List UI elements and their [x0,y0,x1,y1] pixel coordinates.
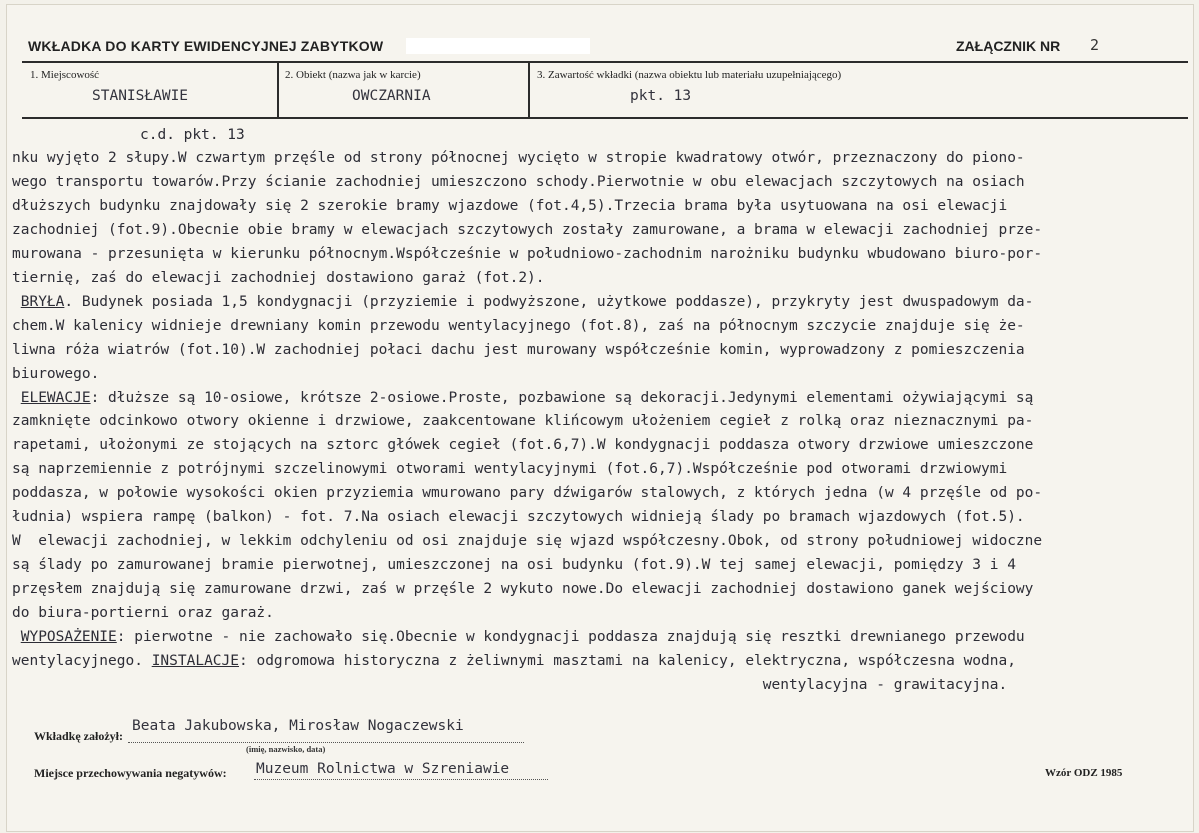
storage-value: Muzeum Rolnictwa w Szreniawie [256,761,510,777]
body-text-span: wego transportu towarów.Przy ścianie zachodniej umieszczono schody.Pierwotnie w obu elewacjach szczytowych na osiach [12,173,1025,190]
body-line [12,174,1025,190]
body-line [12,150,1025,166]
field-label-contents: 3. Zawartość wkładki (nazwa obiektu lub materiału uzupełniającego) [537,69,842,81]
body-text-span: przęsłem znajdują się zamurowane drzwi, zaś w przęśle 2 wykuto nowe.Do elewacji zachodniej dostawiono ganek wejściowy [12,581,1034,598]
field-value-locality: STANISŁAWIE [92,88,189,104]
field-divider-1 [277,61,279,118]
field-divider-2 [528,61,530,118]
body-text-span: W elewacji zachodniej, w lekkim odchyleniu od osi znajduje się wjazd współczesny.Obok, od strony południowej widoczne [12,533,1043,550]
body-text-span [12,390,21,406]
body-text-span: są naprzemiennie z potrójnymi szczelinowymi otworami wentylacyjnymi (fot.6,7).Współcześnie pod otworami drzwiowymi [12,461,1008,478]
body-line [12,677,1007,693]
body-text-span: zamknięte odcinkowo otwory okienne i drzwiowe, zaakcentowane klińcowym ułożeniem cegieł z rolką oraz nieznacznymi pa- [12,413,1034,430]
body-line [12,294,1033,310]
section-heading: ELEWACJE [20,389,91,406]
body-text-span: : pierwotne - nie zachowało się.Obecnie w kondygnacji poddasza znajdują się resztki drewnianego przewodu [116,629,1025,645]
body-text-span: są ślady po zamurowanej bramie pierwotnej, umieszczonej na osi budynku (fot.9).W tej samej elewacji, pomiędzy 3 i 4 [12,557,1016,574]
body-text-span: . Budynek posiada 1,5 kondygnacji (przyziemie i podwyższone, użytkowe poddasze), przykryty jest dwuspadowym da- [64,293,1034,310]
form-id: Wzór ODZ 1985 [1045,767,1123,779]
header-rule-bottom [22,117,1188,119]
body-line [12,509,1025,525]
body-text-span: poddasza, w połowie wysokości okien przyziemia wmurowano pary dźwigarów stalowych, z których jedna (w 4 przęśle od po- [12,485,1043,502]
section-heading: WYPOSAŻENIE [20,629,117,645]
section-heading: BRYŁA [20,293,65,310]
author-dotted-line [128,742,524,743]
body-text-span [12,294,21,310]
redacted-area [406,38,590,54]
storage-dotted-line [254,779,548,780]
body-text-span: nku wyjęto 2 słupy.W czwartym przęśle od strony północnej wycięto w stropie kwadratowy otwór, przeznaczony do piono- [12,150,1025,166]
body-text-span: rapetami, ułożonymi ze stojących na sztorc główek cegieł (fot.6,7).W kondygnacji poddasza otwory drzwiowe umieszczone [12,437,1034,454]
body-text-span: : odgromowa historyczna z żeliwnymi masztami na kalenicy, elektryczna, współczesna wodna, [239,652,1016,669]
body-text-span [12,629,21,645]
body-line [12,581,1033,597]
section-heading: INSTALACJE [151,652,239,669]
field-label-object: 2. Obiekt (nazwa jak w karcie) [285,69,421,81]
body-text-span: wentylacyjna - grawitacyjna. [12,676,1008,693]
body-text-span: wentylacyjnego. [12,652,152,669]
author-label: Wkładkę założył: [34,729,123,743]
body-line [12,533,1042,549]
body-line [12,485,1042,501]
author-value: Beata Jakubowska, Mirosław Nogaczewski [132,718,464,734]
body-line [12,629,1025,645]
header-rule-top [22,61,1188,63]
storage-label: Miejsce przechowywania negatywów: [34,766,227,780]
body-line [12,318,1025,334]
body-text-span: murowana - przesunięta w kierunku północnym.Współcześnie w południowo-zachodnim narożniku budynku wbudowano biuro-por- [12,245,1043,262]
field-label-locality: 1. Miejscowość [30,69,100,81]
form-title: WKŁADKA DO KARTY EWIDENCYJNEJ ZABYTKOW [28,38,384,54]
annex-number: 2 [1090,36,1100,54]
body-text-span: do biura-portierni oraz garaż. [12,605,274,622]
body-text-span: biurowego. [12,365,100,382]
body-line [12,246,1042,262]
body-text-span: dłuższych budynku znajdowały się 2 szerokie bramy wjazdowe (fot.4,5).Trzecia brama była usytuowana na osi elewacji [12,197,1008,214]
body-line [12,605,274,621]
body-line [12,461,1007,477]
body-line [12,437,1033,453]
body-text-span: : dłuższe są 10-osiowe, krótsze 2-osiowe.Proste, pozbawione są dekoracji.Jedynymi elementami ożywiającymi są [90,389,1034,406]
body-text-span: zachodniej (fot.9).Obecnie obie bramy w elewacjach szczytowych zostały zamurowane, a brama w elewacji zachodniej prze- [12,221,1043,238]
body-line [12,557,1016,573]
field-value-contents: pkt. 13 [630,88,692,104]
body-line [12,653,1016,669]
body-line [12,342,1025,358]
field-value-object: OWCZARNIA [352,88,431,104]
body-line [12,270,545,286]
author-sub-label: (imię, nazwisko, data) [246,744,326,754]
continuation-note: c.d. pkt. 13 [140,127,245,143]
body-line [12,366,99,382]
body-text-span: liwna róża wiatrów (fot.10).W zachodniej połaci dachu jest murowany współcześnie komin, wyprowadzony z pomieszczenia [12,341,1025,358]
annex-label: ZAŁĄCZNIK NR [956,38,1061,54]
body-text-span: tiernię, zaś do elewacji zachodniej dostawiono garaż (fot.2). [12,269,545,286]
body-text-span: łudnia) wspiera rampę (balkon) - fot. 7.Na osiach elewacji szczytowych widnieją ślady po bramach wjazdowych (fot.5). [12,509,1025,526]
body-line [12,198,1007,214]
body-line [12,413,1033,429]
body-text-span: chem.W kalenicy widnieje drewniany komin przewodu wentylacyjnego (fot.8), zaś na północnym szczycie znajduje się że- [12,317,1025,334]
body-line [12,390,1033,406]
body-line [12,222,1042,238]
